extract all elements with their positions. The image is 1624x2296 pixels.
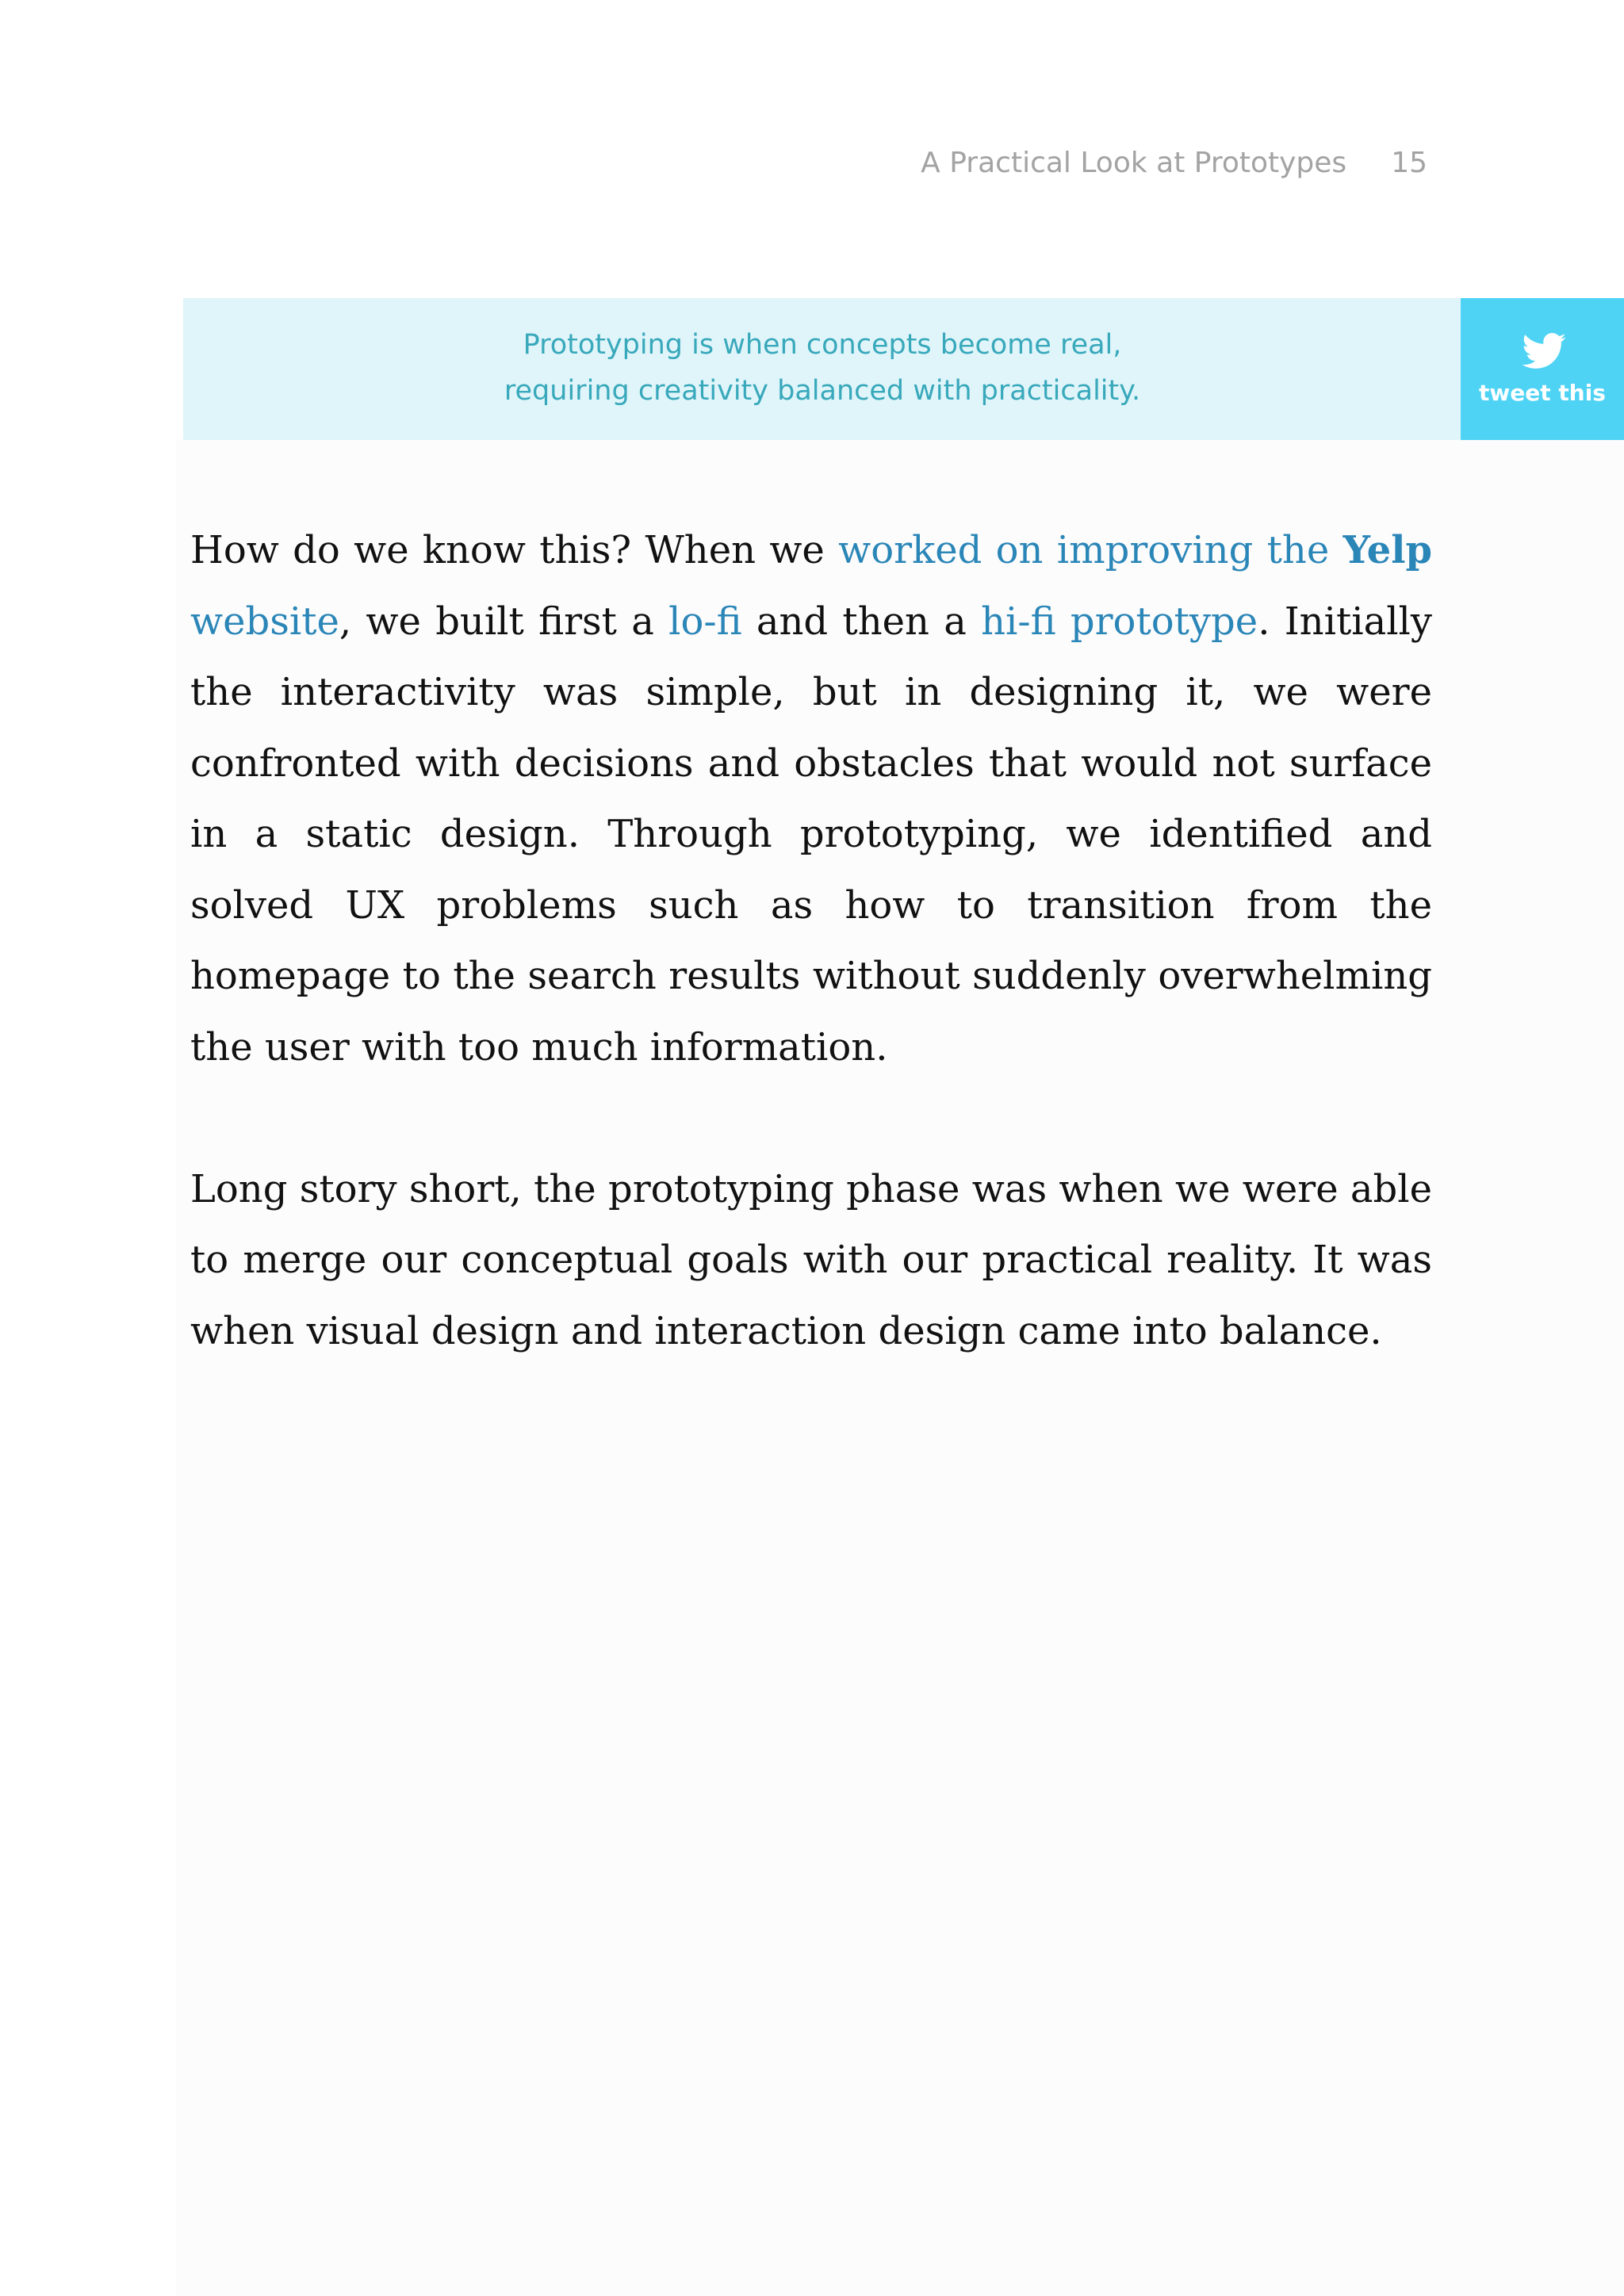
paragraph-1-text-c: and then a	[741, 599, 982, 644]
pull-quote	[183, 298, 1461, 440]
running-header	[921, 141, 1427, 186]
page-number: 15	[1391, 147, 1427, 179]
yelp-link-text-end: website	[190, 599, 339, 644]
paragraph-1-text-b: , we built first a	[339, 599, 669, 644]
paragraph-1	[190, 515, 1432, 1083]
twitter-bird-icon	[1521, 333, 1567, 369]
chapter-title: A Practical Look at Prototypes	[921, 147, 1347, 179]
lo-fi-link[interactable]: lo-fi	[668, 599, 742, 644]
paragraph-2: Long story short, the prototyping phase was when we were able to merge our conceptual goals with our practical reality. It was when visual design and interaction design came into balance.	[190, 1166, 1432, 1353]
article-body	[190, 515, 1432, 1367]
pull-quote-line-1: Prototyping is when concepts become real,	[523, 329, 1122, 361]
tweet-this-button[interactable]	[1461, 298, 1624, 440]
hi-fi-prototype-link[interactable]: hi-fi prototype	[981, 599, 1258, 644]
tweet-this-label: tweet this	[1479, 380, 1606, 406]
pull-quote-line-2: requiring creativity balanced with practicality.	[504, 375, 1141, 407]
yelp-link-text: worked on improving the	[838, 528, 1343, 572]
pull-quote-text	[183, 322, 1461, 414]
paragraph-1-text-d: . Initially the interactivity was simple, but in designing it, we were confronted with decisions and obstacles that would not surface in a static design. Through prototyping, we identified and solved UX problems such as how to transition from the homepage to the search results without suddenly overwhelming the user with too much information.	[190, 599, 1433, 1070]
yelp-link-bold: Yelp	[1342, 528, 1433, 572]
paragraph-1-text-a: How do we know this? When we	[190, 528, 839, 572]
